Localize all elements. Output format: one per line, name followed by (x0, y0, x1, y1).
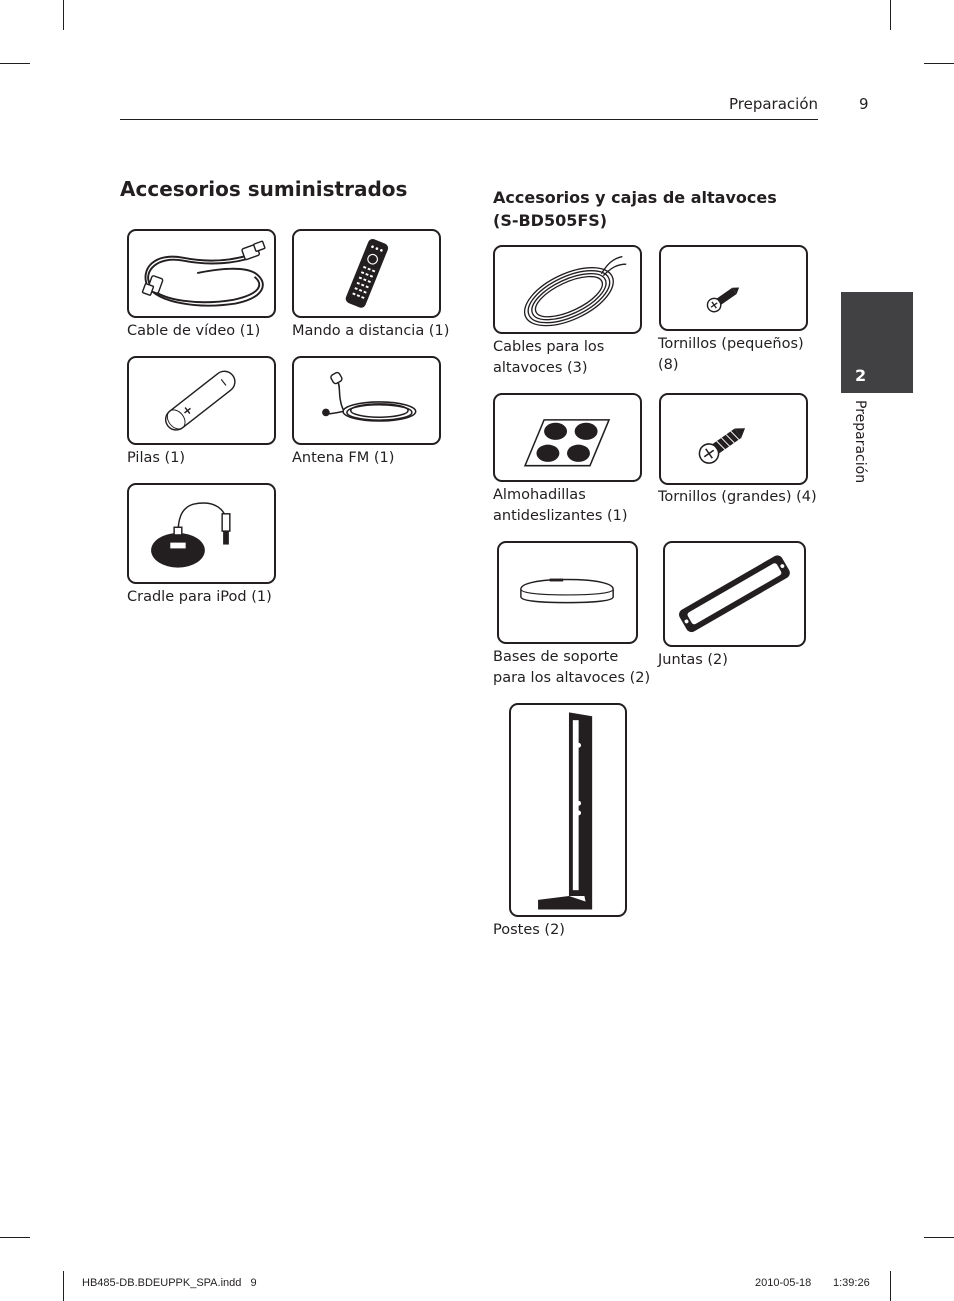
chapter-tab (841, 292, 913, 393)
accessory-label: Almohadillas antideslizantes (1) (493, 487, 628, 524)
crop-mark (890, 0, 891, 30)
small-screw-icon (661, 247, 806, 329)
battery-icon (129, 358, 274, 443)
accessory-label: Cables para los altavoces (3) (493, 339, 605, 376)
accessory-image-speaker-bases (497, 541, 638, 644)
non-slip-pads-icon (495, 395, 640, 480)
page-number: 9 (859, 95, 869, 113)
accessory-image-remote (292, 229, 441, 318)
accessory-image-ipod-cradle (127, 483, 276, 584)
crop-mark (63, 1271, 64, 1301)
footer-time: 1:39:26 (833, 1277, 870, 1289)
accessory-image-small-screws (659, 245, 808, 331)
ipod-cradle-icon (129, 485, 274, 582)
accessory-label: Postes (2) (493, 922, 565, 938)
section-subtitle: Accesorios y cajas de altavoces (S-BD505FS) (493, 188, 777, 230)
accessory-label: Cable de vídeo (1) (127, 323, 261, 339)
header-rule (120, 119, 818, 120)
accessory-label: Tornillos (grandes) (4) (658, 489, 817, 505)
accessory-image-battery (127, 356, 276, 445)
video-cable-icon (129, 231, 274, 316)
accessory-label: Pilas (1) (127, 450, 186, 466)
accessory-image-large-screws (659, 393, 808, 485)
remote-control-icon (294, 231, 439, 316)
crop-mark (0, 63, 30, 64)
running-header-section: Preparación (729, 95, 819, 113)
accessory-image-gaskets (663, 541, 806, 647)
accessory-image-non-slip-pads (493, 393, 642, 482)
post-icon (511, 705, 625, 915)
accessory-label: Juntas (2) (658, 652, 728, 668)
accessory-image-video-cable (127, 229, 276, 318)
footer-filename: HB485-DB.BDEUPPK_SPA.indd 9 (82, 1277, 257, 1289)
footer-date: 2010-05-18 (755, 1277, 812, 1289)
accessory-label: Cradle para iPod (1) (127, 589, 272, 605)
page-title: Accesorios suministrados (120, 177, 408, 201)
crop-mark (924, 1237, 954, 1238)
crop-mark (890, 1271, 891, 1301)
accessory-label: Mando a distancia (1) (292, 323, 450, 339)
crop-mark (924, 63, 954, 64)
chapter-number: 2 (855, 366, 867, 385)
large-screw-icon (661, 395, 806, 483)
chapter-label: Preparación (852, 400, 868, 484)
fm-antenna-icon (294, 358, 439, 443)
gasket-icon (665, 543, 804, 645)
speaker-base-icon (499, 543, 636, 642)
crop-mark (63, 0, 64, 30)
crop-mark (0, 1237, 30, 1238)
accessory-label: Bases de soporte para los altavoces (2) (493, 649, 651, 686)
accessory-image-fm-antenna (292, 356, 441, 445)
speaker-cable-icon (495, 247, 640, 332)
accessory-image-speaker-cables (493, 245, 642, 334)
accessory-label: Antena FM (1) (292, 450, 395, 466)
accessory-image-posts (509, 703, 627, 917)
accessory-label: Tornillos (pequeños) (8) (658, 336, 804, 373)
